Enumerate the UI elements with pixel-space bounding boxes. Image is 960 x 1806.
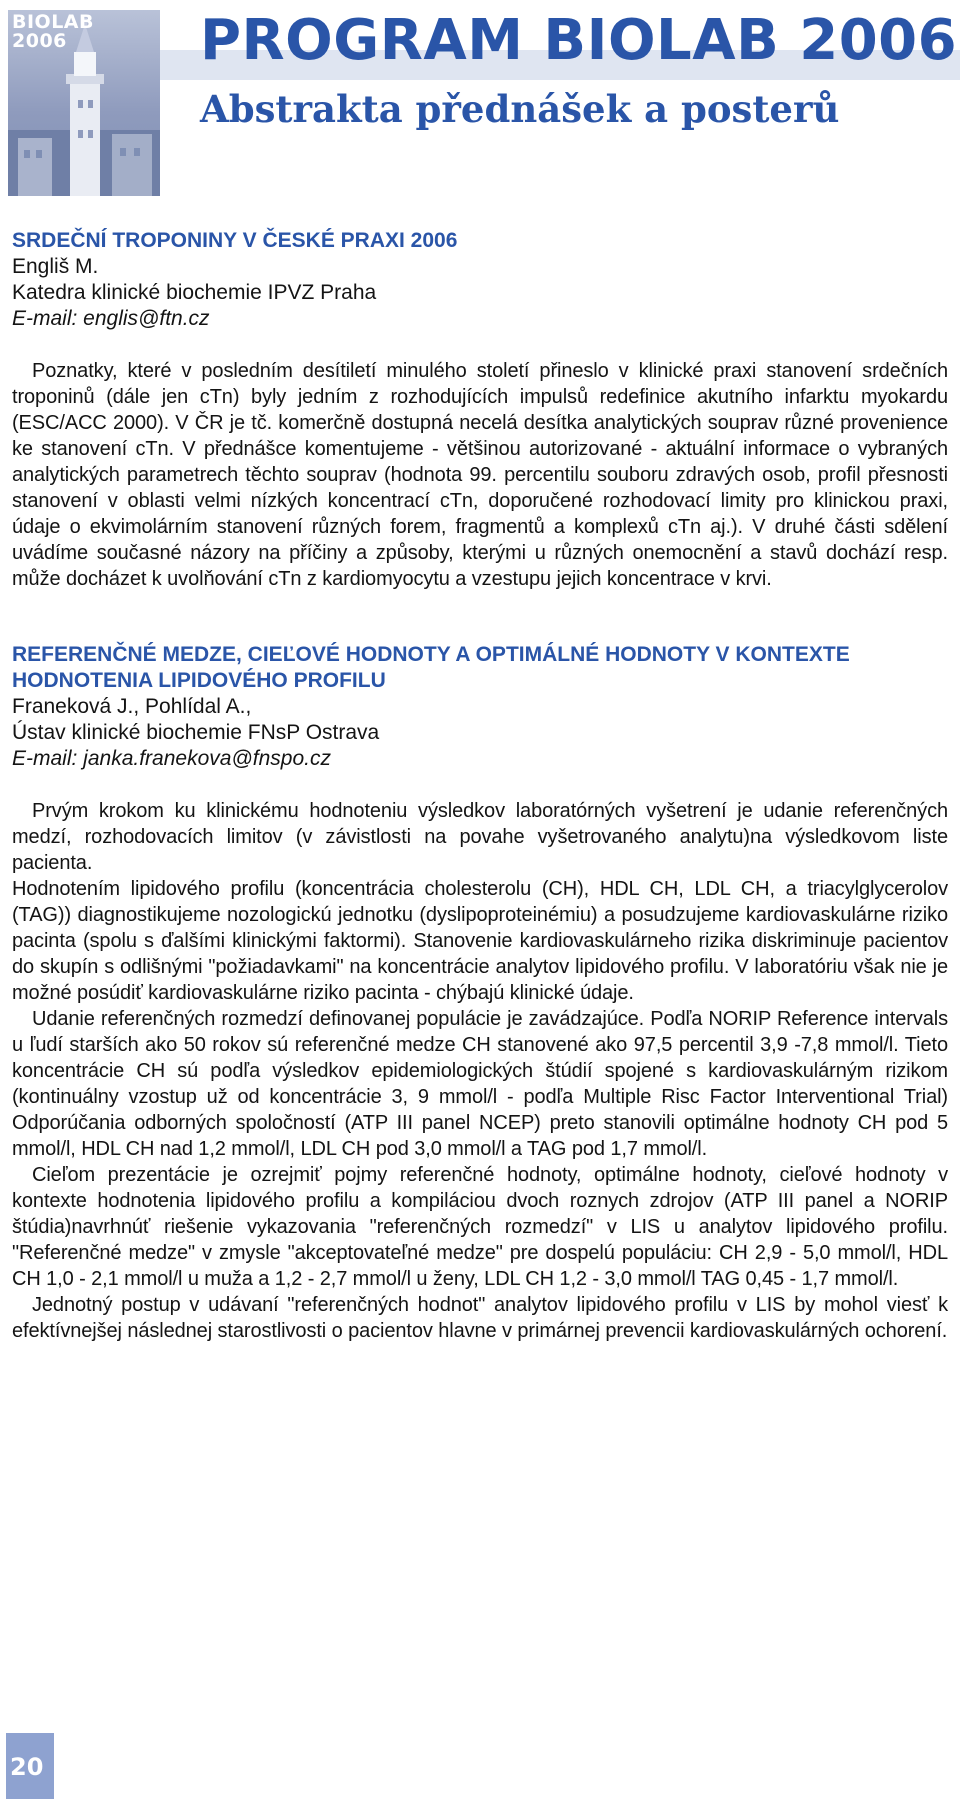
article-paragraph: Cieľom prezentácie je ozrejmiť pojmy referenčné hodnoty, optimálne hodnoty, cieľové hodnoty v kontexte hodnotenia lipidového profilu a kompiláciou dvoch roznych zdrojov (ATP III panel a NORIP štúdia)navrhnúť riešenie vykazovania "referenčných rozmedzí" v LIS u analytov lipidového profilu. "Referenčné medze" v zmysle "akceptovateľné medze" pre dospelú populáciu: CH 2,9 - 5,0 mmol/l, HDL CH 1,0 - 2,1 mmol/l u muža a 1,2 - 2,7 mmol/l u ženy, LDL CH 1,2 - 3,0 mmol/l TAG 0,45 - 1,7 mmol/l. — [12, 1164, 948, 1290]
page-title: PROGRAM BIOLAB 2006 — [200, 8, 958, 73]
article-body — [12, 798, 948, 1344]
article-paragraph: Hodnotením lipidového profilu (koncentrácia cholesterolu (CH), HDL CH, LDL CH, a triacylglycerolov (TAG)) diagnostikujeme nozologickú jednotku (dyslipoproteinémiu) a posudzujeme kardiovaskulárne riziko pacinta (spolu s ďalšími klinickými faktormi). Stanovenie kardiovaskulárneho rizika diskriminuje pacientov do skupín s odlišnými "požiadavkami" na koncentrácie analytov lipidového profilu. V laboratóriu však nie je možné posúdiť kardiovaskulárne riziko pacinta - chýbajú klinické údaje. — [12, 878, 948, 1004]
page-number-badge — [6, 1733, 54, 1799]
article-lipid-profile — [12, 642, 948, 1344]
article-paragraph: Poznatky, které v posledním desítiletí minulého století přineslo v klinické praxi stanovení srdečních troponinů (dále jen cTn) byly jedním z rozhodujících impulsů redefinice akutního infarktu myokardu (ESC/ACC 2000). V ČR je tč. komerčně dostupná necelá desítka analytických souprav různé provenience ke stanovení cTn. V přednášce komentujeme - většinou autorizované - aktuální informace o vybraných analytických parametrech těchto souprav (hodnota 99. percentilu souboru zdravých osob, profil přesnosti stanovení v oblasti velmi nízkých koncentrací cTn, doporučené rozhodovací limity pro klinickou praxi, údaje o ekvimolárním stanovení různých forem, fragmentů a komplexů cTn aj.). V druhé části sdělení uvádíme současné názory na příčiny a způsoby, kterými u různých onemocnění a stavů dochází resp. může docházet k uvolňování cTn z kardiomyocytu a vzestupu jejich koncentrace v krvi. — [12, 360, 948, 590]
article-paragraph: Prvým krokom ku klinickému hodnoteniu výsledkov laboratórných vyšetrení je udanie referenčných medzí, rozhodovacích limitov (v závistlosti na povahe vyšetrovaného analytu)na výsledkovom liste pacienta. — [12, 800, 948, 874]
page-number: 20 — [10, 1753, 44, 1781]
article-email: E-mail: englis@ftn.cz — [12, 307, 210, 330]
article-paragraph: Udanie referenčných rozmedzí definovanej populácie je zavádzajúce. Podľa NORIP Reference intervals u ľudí starších ako 50 rokov sú referenčné medze CH stanovené ako 97,5 percentil 3,9 -7,8 mmol/l. Tieto koncentrácie CH sú podľa výsledkov epidemiologických štúdií spojené s kardiovaskulárným rizikom (kontinuálny vzostup už od koncentrácie 3, 9 mmol/l - podľa Multiple Risc Factor Interventional Trial) Odporúčania odborných spoločností (ATP III panel NCEP) preto stanovili optimálne hodnoty CH pod 5 mmol/l, HDL CH nad 1,2 mmol/l, LDL CH pod 3,0 mmol/l a TAG pod 1,7 mmol/l. — [12, 1008, 948, 1160]
article-title: REFERENČNÉ MEDZE, CIEĽOVÉ HODNOTY A OPTIMÁLNÉ HODNOTY V KONTEXTE HODNOTENIA LIPIDOVÉHO PROFILU — [12, 643, 850, 692]
article-title: SRDEČNÍ TROPONINY V ČESKÉ PRAXI 2006 — [12, 229, 458, 252]
page-content — [12, 228, 948, 1344]
article-authors: Franeková J., Pohlídal A., — [12, 695, 252, 718]
biolab-logo — [8, 10, 160, 196]
article-paragraph: Jednotný postup v udávaní "referenčných hodnot" analytov lipidového profilu v LIS by mohol viesť k efektívnejšej následnej starostlivosti o pacientov hlavne v primárnej prevencii kardiovaskulárných ochorení. — [12, 1294, 948, 1342]
article-troponins — [12, 228, 948, 592]
page-subtitle: Abstrakta přednášek a posterů — [200, 87, 840, 131]
article-authors: Engliš M. — [12, 255, 99, 278]
page-header — [0, 0, 960, 200]
article-institution: Ústav klinické biochemie FNsP Ostrava — [12, 721, 380, 744]
article-body — [12, 358, 948, 592]
logo-text: BIOLAB 2006 — [12, 11, 94, 52]
article-email: E-mail: janka.franekova@fnspo.cz — [12, 747, 331, 770]
article-institution: Katedra klinické biochemie IPVZ Praha — [12, 281, 377, 304]
